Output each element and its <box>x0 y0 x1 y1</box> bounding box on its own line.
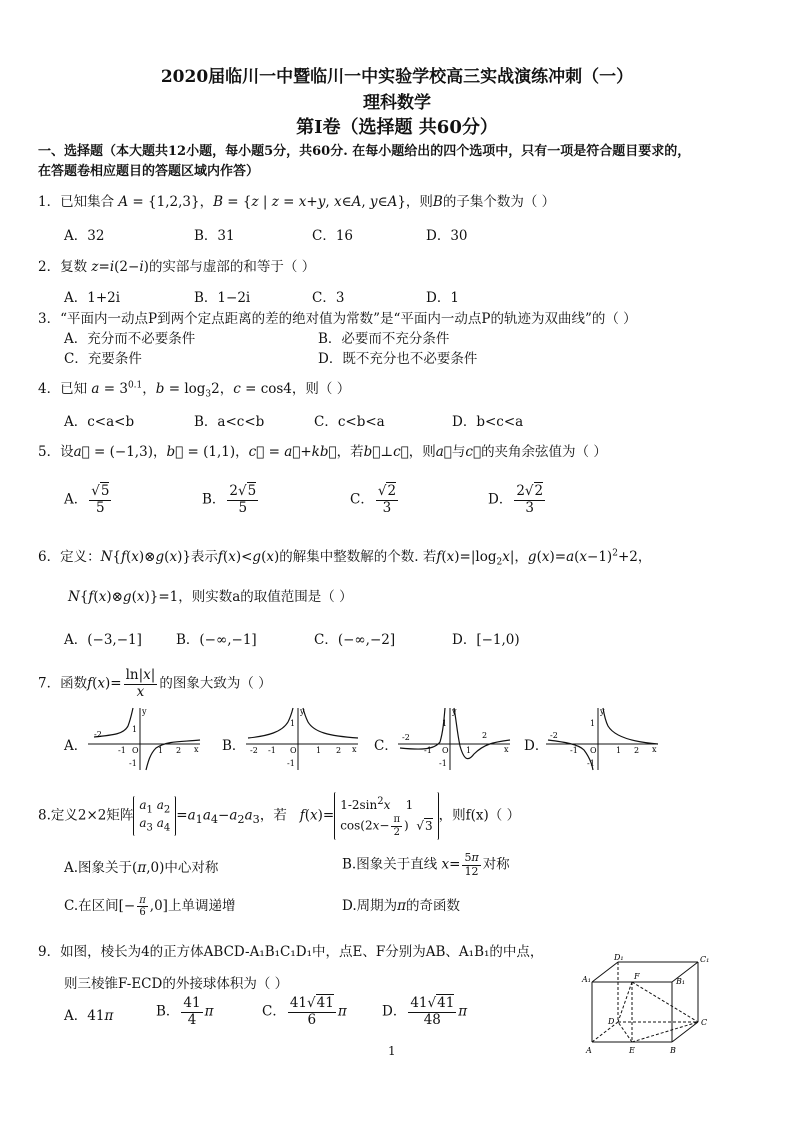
q3-option-d[interactable]: D．既不充分也不必要条件 <box>318 351 478 367</box>
graph-c-y1: 1 <box>442 719 448 728</box>
cube-label-a1: A₁ <box>582 975 591 984</box>
q7-option-c[interactable]: C． <box>374 738 398 754</box>
q4-option-a[interactable]: A．c<a<b <box>64 414 135 430</box>
q9-option-d[interactable]: D． $\frac{41√41}{48}$ π <box>382 995 468 1028</box>
graph-b-origin: O <box>290 746 297 755</box>
graph-a-yn1: -1 <box>129 759 137 768</box>
q6-option-c[interactable]: C．(−∞,−2] <box>314 632 396 648</box>
graph-a-y1: 1 <box>132 725 138 734</box>
graph-d-tick-2: 2 <box>634 746 640 755</box>
question-1-stem: 1．已知集合 A = {1,2,3}，B = {z | z = x+y, x∈A, y∈A}，则B的子集个数为（ ） <box>38 194 556 210</box>
graph-d-origin: O <box>590 746 597 755</box>
q5-option-a[interactable]: A． $\frac{√5}{5}$ <box>64 483 110 516</box>
q7-graph-c[interactable] <box>394 704 514 774</box>
cube-label-a: A <box>586 1046 592 1055</box>
q6-option-d[interactable]: D．[−1,0) <box>452 632 520 648</box>
graph-c-origin: O <box>442 746 449 755</box>
q9-option-a[interactable]: A．41π <box>64 1008 114 1024</box>
q7-option-b[interactable]: B． <box>222 738 246 754</box>
q7-graph-a[interactable] <box>84 704 204 774</box>
cube-label-e: E <box>629 1046 635 1055</box>
q4-option-c[interactable]: C．c<b<a <box>314 414 385 430</box>
q3-option-c[interactable]: C．充要条件 <box>64 351 142 367</box>
graph-d-tick-n2: -2 <box>550 731 558 740</box>
instructions-line1: 一、选择题（本大题共12小题，每小题5分，共60分. 在每小题给出的四个选项中，只有一项是符合题目要求的， <box>38 144 691 159</box>
graph-d-yn1: -1 <box>587 759 595 768</box>
q5-option-c[interactable]: C． $\frac{√2}{3}$ <box>350 483 397 516</box>
page-number: 1 <box>388 1044 396 1058</box>
question-7-stem: 7．函数f(x)= $\frac{\ln|x|}{x}$ 的图象大致为（ ） <box>38 667 272 700</box>
q9-option-b[interactable]: B． $\frac{41}{4}$ π <box>156 995 214 1028</box>
q4-option-d[interactable]: D．b<c<a <box>452 414 524 430</box>
q2-option-d[interactable]: D．1 <box>426 290 459 306</box>
graph-b-ylabel: y <box>300 707 305 716</box>
graph-a-tick-n1: -1 <box>118 746 126 755</box>
graph-c-xlabel: x <box>504 745 509 754</box>
question-2-stem: 2．复数 z=i(2−i)的实部与虚部的和等于（ ） <box>38 259 316 275</box>
graph-d-tick-n1: -1 <box>570 746 578 755</box>
q6-option-b[interactable]: B．(−∞,−1] <box>176 632 257 648</box>
q2-option-c[interactable]: C．3 <box>312 290 345 306</box>
instructions-line2: 在答题卷相应题目的答题区域内作答） <box>38 164 260 179</box>
graph-d-y1: 1 <box>590 719 596 728</box>
cube-label-d1: D₁ <box>614 954 624 962</box>
q2-option-a[interactable]: A．1+2i <box>64 290 121 306</box>
q3-option-b[interactable]: B．必要而不充分条件 <box>318 331 450 347</box>
q8-option-c[interactable]: C.在区间[− $\frac{\pi}{6}$ ,0]上单调递增 <box>64 894 236 918</box>
cube-label-d: D <box>608 1017 615 1026</box>
q7-option-a[interactable]: A． <box>64 738 88 754</box>
graph-b-y1: 1 <box>290 719 296 728</box>
cube-label-b: B <box>670 1046 676 1055</box>
graph-c-ylabel: y <box>452 707 457 716</box>
graph-a-tick-n2: -2 <box>94 730 102 739</box>
graph-d-ylabel: y <box>600 707 605 716</box>
q1-option-b[interactable]: B．31 <box>194 228 235 244</box>
q2-option-b[interactable]: B．1−2i <box>194 290 251 306</box>
graph-a-xlabel: x <box>194 745 199 754</box>
cube-label-b1: B₁ <box>676 977 686 986</box>
question-9-stem-line1: 9．如图，棱长为4的正方体ABCD-A₁B₁C₁D₁中，点E、F分别为AB、A₁B₁的中点， <box>38 944 544 960</box>
section-title: 第Ⅰ卷（选择题 共60分） <box>296 117 498 138</box>
graph-c-tick-1: 1 <box>466 746 472 755</box>
q1-option-a[interactable]: A．32 <box>64 228 105 244</box>
paper-title: 2020届临川一中暨临川一中实验学校高三实战演练冲刺（一） <box>160 67 634 87</box>
graph-a-ylabel: y <box>142 707 147 716</box>
graph-c-tick-2: 2 <box>482 731 488 740</box>
graph-b-xlabel: x <box>352 745 357 754</box>
cube-label-c: C <box>701 1018 708 1027</box>
q7-option-d[interactable]: D． <box>524 738 549 754</box>
graph-c-tick-n2: -2 <box>402 733 410 742</box>
graph-c-yn1: -1 <box>439 759 447 768</box>
q8-option-d[interactable]: D.周期为π的奇函数 <box>342 898 461 914</box>
question-8-stem: 8.定义2×2矩阵$a_1$ $a_2$ $a_3$ $a_4=a_1a_4-a_2a_3$，若 $f(x)=1-2\sin^2x$ 1 cos(2x− $\frac{\pi}{2}$ ) √3，则f(x)（ ） <box>38 792 520 840</box>
paper-subject: 理科数学 <box>363 93 431 113</box>
q4-option-b[interactable]: B．a<c<b <box>194 414 265 430</box>
cube-figure <box>578 954 714 1062</box>
q7-graph-b[interactable] <box>242 704 362 774</box>
graph-b-tick-n1: -1 <box>268 746 276 755</box>
graph-b-tick-2: 2 <box>336 746 342 755</box>
graph-d-tick-1: 1 <box>616 746 622 755</box>
q3-option-a[interactable]: A．充分而不必要条件 <box>64 331 196 347</box>
q5-option-d[interactable]: D． $\frac{2√2}{3}$ <box>488 483 544 516</box>
q5-option-b[interactable]: B． $\frac{2√5}{5}$ <box>202 483 257 516</box>
graph-a-tick-2: 2 <box>176 746 182 755</box>
question-5-stem: 5．设a⃗ = (−1,3)，b⃗ = (1,1)，c⃗ = a⃗+kb⃗，若b⃗⊥c⃗，则a⃗与c⃗的夹角余弦值为（ ） <box>38 444 607 460</box>
question-3-stem: 3．“平面内一动点P到两个定点距离的差的绝对值为常数”是“平面内一动点P的轨迹为双曲线”的（ ） <box>38 311 637 327</box>
graph-b-yn1: -1 <box>287 759 295 768</box>
graph-a-origin: O <box>132 746 139 755</box>
q7-graph-d[interactable] <box>542 704 662 774</box>
cube-label-c1: C₁ <box>700 955 710 964</box>
graph-a-tick-1: 1 <box>158 746 164 755</box>
question-6-stem-line1: 6．定义：N{f(x)⊗g(x)}表示f(x)<g(x)的解集中整数解的个数. 若$f(x)=|\log_2x|$，$g(x)=a(x-1)^2+2$， <box>38 548 652 568</box>
q8-option-b[interactable]: B.图象关于直线 x= $\frac{5\pi}{12}$ 对称 <box>342 851 510 878</box>
q8-option-a[interactable]: A.图象关于(π,0)中心对称 <box>64 860 219 876</box>
q6-option-a[interactable]: A．(−3,−1] <box>64 632 142 648</box>
graph-d-xlabel: x <box>652 745 657 754</box>
q9-option-c[interactable]: C． $\frac{41√41}{6}$ π <box>262 995 347 1028</box>
question-6-stem-line2: N{f(x)⊗g(x)}=1，则实数a的取值范围是（ ） <box>68 589 353 605</box>
q1-option-d[interactable]: D．30 <box>426 228 468 244</box>
question-9-stem-line2: 则三棱锥F-ECD的外接球体积为（ ） <box>64 976 289 992</box>
cube-label-f: F <box>634 972 640 981</box>
q1-option-c[interactable]: C．16 <box>312 228 354 244</box>
graph-c-tick-n1: -1 <box>424 746 432 755</box>
question-4-stem: 4．已知 $a = 3^{0.1}$，$b = \log_32$，c = cos4，则（ ） <box>38 380 351 400</box>
graph-b-tick-n2: -2 <box>250 746 258 755</box>
graph-b-tick-1: 1 <box>316 746 322 755</box>
